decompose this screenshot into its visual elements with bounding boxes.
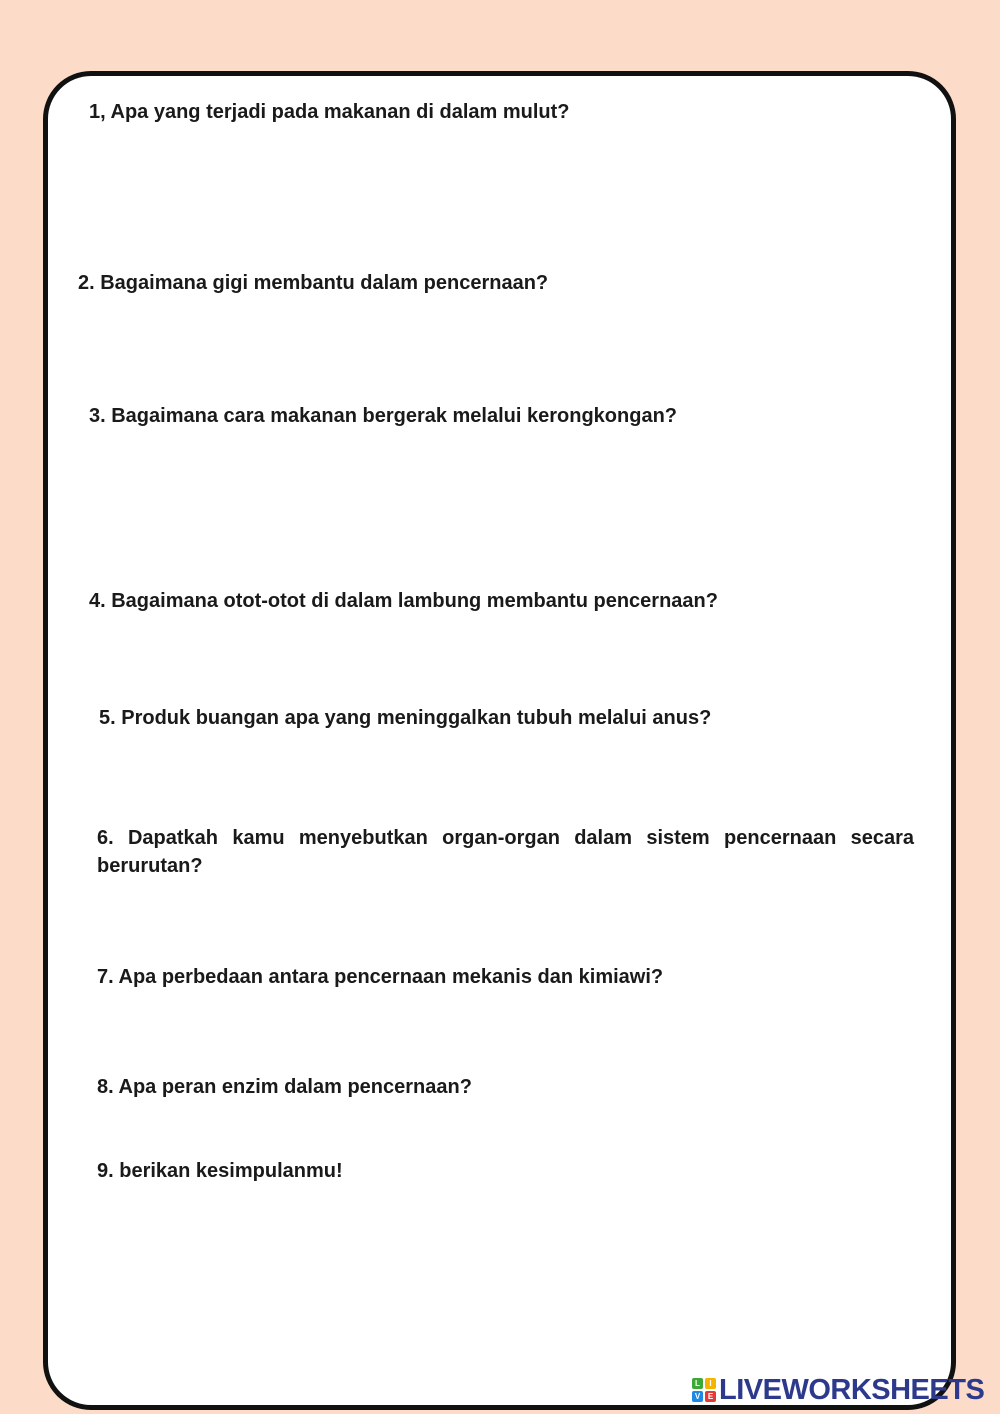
liveworksheets-watermark <box>692 1373 984 1407</box>
question-4: 4. Bagaimana otot-otot di dalam lambung membantu pencernaan? <box>89 590 718 612</box>
liveworksheets-logo-icon <box>692 1378 716 1402</box>
question-1: 1, Apa yang terjadi pada makanan di dalam mulut? <box>89 101 570 123</box>
question-3: 3. Bagaimana cara makanan bergerak melalui kerongkongan? <box>89 405 678 427</box>
logo-letter-v: V <box>692 1391 703 1402</box>
question-8: 8. Apa peran enzim dalam pencernaan? <box>97 1076 472 1098</box>
logo-letter-e: E <box>705 1391 716 1402</box>
question-2: 2. Bagaimana gigi membantu dalam pencernaan? <box>78 272 549 294</box>
question-6: 6. Dapatkah kamu menyebutkan organ-organ dalam sistem pencernaan secara berurutan? <box>97 827 914 877</box>
liveworksheets-wordmark: LIVEWORKSHEETS <box>719 1373 985 1406</box>
logo-letter-l: L <box>692 1378 703 1389</box>
question-7: 7. Apa perbedaan antara pencernaan mekanis dan kimiawi? <box>97 966 664 988</box>
question-5: 5. Produk buangan apa yang meninggalkan tubuh melalui anus? <box>99 707 712 729</box>
logo-letter-i: I <box>705 1378 716 1389</box>
question-9: 9. berikan kesimpulanmu! <box>97 1160 343 1182</box>
